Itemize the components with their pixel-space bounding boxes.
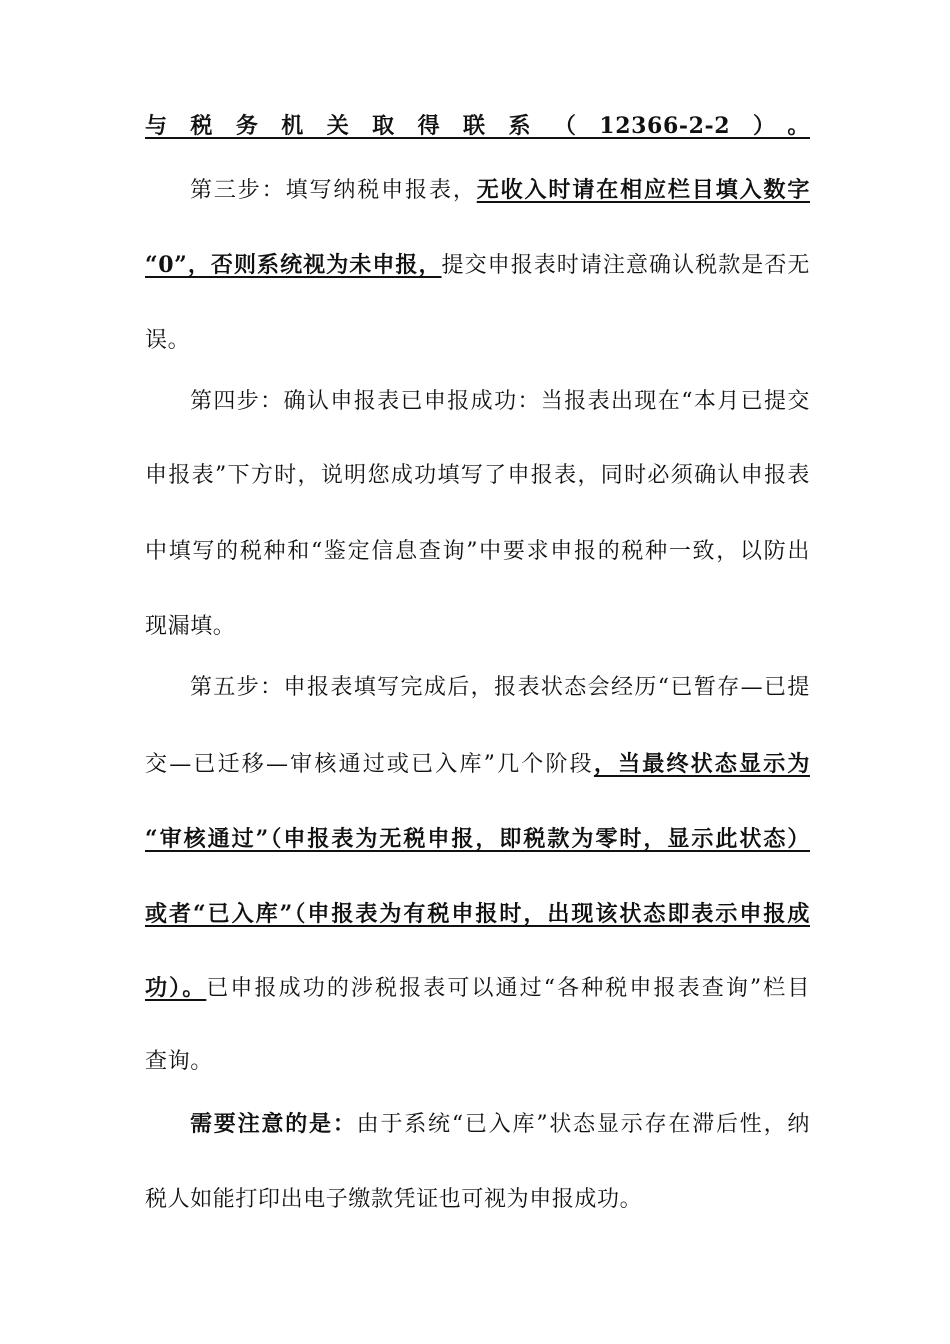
text-span: 误。 (145, 328, 191, 353)
emphasis-span: 无收入时请在相应栏目填入数字 (476, 177, 810, 203)
emphasis-span: ，当最终状态显示为 (593, 751, 810, 777)
text-span: 已申报成功的涉税报表可以通过“各种税申报表查询”栏目 (206, 976, 810, 1001)
text-line-14 (145, 1044, 810, 1080)
text-line-16 (145, 1182, 810, 1218)
emphasis-span: “审核通过”（申报表为无税申报，即税款为零时，显示此状态） (145, 826, 810, 852)
text-line-1 (145, 108, 810, 144)
text-span: 申报表”下方时，说明您成功填写了申报表，同时必须确认申报表 (145, 463, 810, 488)
text-line-7 (145, 534, 810, 570)
text-span: 中填写的税种和“鉴定信息查询”中要求申报的税种一致，以防出 (145, 539, 810, 564)
emphasis-span: 功）。 (145, 975, 207, 1001)
text-span: 与税务机关取得联系（12366-2-2）。 (145, 113, 810, 139)
text-line-6 (145, 458, 810, 494)
text-line-9 (190, 670, 810, 706)
text-line-13 (145, 970, 810, 1006)
emphasis-span: 或者“已入库”（申报表为有税申报时，出现该状态即表示申报成 (145, 901, 810, 927)
text-line-15 (190, 1106, 810, 1142)
text-span: 现漏填。 (145, 614, 236, 639)
text-line-5 (190, 384, 810, 420)
text-span: 交—已迁移—审核通过或已入库”几个阶段 (145, 752, 594, 777)
text-span: 由于系统“已入库”状态显示存在滞后性，纳 (356, 1112, 811, 1137)
text-span: 第五步：申报表填写完成后，报表状态会经历“已暂存—已提 (190, 675, 810, 700)
text-span: 第三步：填写纳税申报表， (190, 178, 477, 203)
text-line-10 (145, 746, 810, 782)
text-span: 查询。 (145, 1049, 213, 1074)
text-line-12 (145, 896, 810, 932)
bold-span: 需要注意的是： (190, 1111, 357, 1137)
text-span: 税人如能打印出电子缴款凭证也可视为申报成功。 (145, 1187, 643, 1212)
text-span: 提交申报表时请注意确认税款是否无 (441, 253, 810, 278)
text-line-4 (145, 323, 810, 359)
text-line-8 (145, 609, 810, 645)
text-line-3 (145, 247, 810, 283)
text-span: 第四步：确认申报表已申报成功：当报表出现在“本月已提交 (190, 389, 810, 414)
text-line-11 (145, 821, 810, 857)
text-line-2 (190, 172, 810, 208)
emphasis-span: “0”，否则系统视为未申报， (145, 252, 442, 278)
